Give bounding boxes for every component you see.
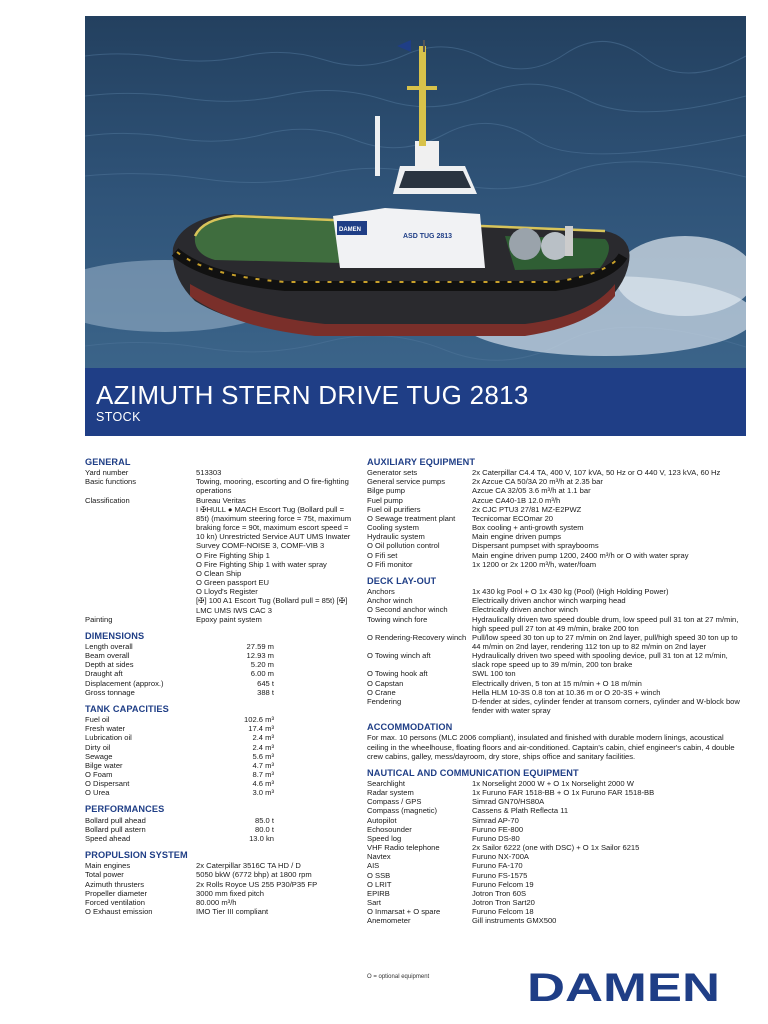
- section-auxiliary-equipment: [367, 458, 747, 569]
- spec-label: Total power: [85, 870, 124, 880]
- spec-rows: [85, 468, 355, 624]
- spec-label: Draught aft: [85, 669, 123, 679]
- spec-label: Main engines: [85, 861, 131, 871]
- spec-row: [85, 477, 355, 495]
- spec-label: EPIRB: [367, 888, 390, 898]
- spec-row: [367, 496, 747, 505]
- spec-row: [85, 587, 355, 596]
- spec-row: [367, 852, 747, 861]
- spec-label: O Dispersant: [85, 779, 130, 789]
- spec-row: [85, 660, 355, 669]
- spec-row: [367, 615, 747, 633]
- spec-value: Hella HLM 10-3S 0.8 ton at 10.36 m or O 20-3S + winch: [472, 687, 661, 697]
- spec-value: Electrically driven, 5 ton at 15 m/min + O 18 m/min: [472, 678, 642, 688]
- spec-value: 13.0 kn: [249, 833, 274, 843]
- spec-rows: [367, 779, 747, 926]
- spec-value: 4.6 m³: [252, 779, 274, 789]
- spec-label: O Urea: [85, 788, 110, 798]
- spec-value: IMO Tier III compliant: [196, 907, 269, 917]
- section-heading: DIMENSIONS: [85, 630, 145, 641]
- spec-label: VHF Radio telephone: [367, 843, 440, 853]
- spec-row: [367, 505, 747, 514]
- title-banner: [85, 368, 746, 436]
- spec-row: [367, 697, 747, 715]
- tug-illustration: [85, 16, 746, 368]
- spec-label: Bollard pull astern: [85, 824, 146, 834]
- spec-row: [85, 752, 355, 761]
- spec-label: Bilge water: [85, 760, 123, 770]
- section-propulsion: [85, 851, 355, 916]
- section-performances: [85, 805, 355, 843]
- spec-row: [85, 733, 355, 742]
- section-accommodation: [367, 723, 747, 761]
- spec-row: [85, 761, 355, 770]
- spec-row: [367, 551, 747, 560]
- spec-label: [85, 505, 196, 551]
- spec-row: [367, 486, 747, 495]
- damen-logo-text: DAMEN: [527, 968, 720, 1004]
- spec-row: [367, 605, 747, 614]
- spec-value: SWL 100 ton: [472, 669, 516, 679]
- spec-rows: [85, 861, 355, 916]
- section-tank-capacities: [85, 705, 355, 798]
- section-general: [85, 458, 355, 624]
- spec-label: Fendering: [367, 696, 402, 706]
- spec-value: Towing, mooring, escorting and O fire-fighting operations: [196, 477, 349, 496]
- spec-value: I ✠HULL ● MACH Escort Tug (Bollard pull = 85t) (maximum steering force = 75t, maximum braking force = 90t, maximum escort speed = 10 kn) Unrestricted Service AUT UMS Inwater Survey COMF-NOISE 3, COMF-VIB 3: [196, 504, 352, 551]
- section-heading: PROPULSION SYSTEM: [85, 850, 188, 861]
- spec-label: Anemometer: [367, 916, 411, 926]
- spec-label: Sewage: [85, 751, 113, 761]
- spec-value: Main engine driven pump 1200, 2400 m³/h or O with water spray: [472, 550, 689, 560]
- spec-value: O Clean Ship: [196, 568, 242, 578]
- spec-label: Azimuth thrusters: [85, 879, 145, 889]
- spec-value: Box cooling + anti-growth system: [472, 523, 584, 533]
- spec-row: [85, 669, 355, 678]
- section-dimensions: [85, 632, 355, 697]
- spec-value: Jotron Tron Sart20: [472, 898, 535, 908]
- spec-row: [85, 779, 355, 788]
- spec-label: [85, 569, 196, 578]
- spec-label: Radar system: [367, 788, 414, 798]
- spec-value: Hydraulically driven two speed double drum, low speed pull 31 ton at 27 m/min, high speed pull 27 ton at 49 m/min, brake 200 ton: [472, 614, 739, 633]
- spec-label: Anchor winch: [367, 596, 413, 606]
- spec-label: O Capstan: [367, 678, 404, 688]
- spec-label: O Second anchor winch: [367, 605, 448, 615]
- spec-rows: [85, 715, 355, 797]
- spec-label: O Towing hook aft: [367, 669, 428, 679]
- spec-row: [367, 587, 747, 596]
- spec-row: [367, 825, 747, 834]
- spec-value: Bureau Veritas: [196, 495, 246, 505]
- spec-row: [85, 880, 355, 889]
- spec-value: Electrically driven anchor winch warping head: [472, 596, 626, 606]
- spec-value: 1x 430 kg Pool + O 1x 430 kg (Pool) (High Holding Power): [472, 587, 669, 597]
- spec-label: Navtex: [367, 852, 391, 862]
- section-heading: GENERAL: [85, 457, 131, 467]
- spec-row: [367, 532, 747, 541]
- spec-row: [85, 907, 355, 916]
- spec-label: Cooling system: [367, 523, 419, 533]
- spec-value: Furuno FS-1575: [472, 870, 528, 880]
- spec-label: O Fifi set: [367, 550, 398, 560]
- spec-value: Simrad GN70/HS80A: [472, 797, 545, 807]
- spec-label: Bollard pull ahead: [85, 815, 146, 825]
- spec-label: [85, 551, 196, 560]
- spec-label: Searchlight: [367, 779, 405, 788]
- spec-value: Furuno Felcom 19: [472, 879, 534, 889]
- spec-label: Hydraulic system: [367, 532, 425, 542]
- spec-label: Yard number: [85, 468, 129, 478]
- spec-value: 1x Furuno FAR 1518-BB + O 1x Furuno FAR 1518-BB: [472, 788, 655, 798]
- spec-row: [85, 724, 355, 733]
- spec-label: O Fifi monitor: [367, 559, 413, 569]
- optional-footnote: O = optional equipment: [367, 974, 430, 980]
- spec-label: Fuel pump: [367, 495, 403, 505]
- spec-row: [367, 779, 747, 788]
- spec-value: 80.000 m³/h: [196, 897, 237, 907]
- spec-label: [85, 596, 196, 614]
- spec-label: Displacement (approx.): [85, 678, 164, 688]
- spec-label: Forced ventilation: [85, 897, 145, 907]
- spec-label: Anchors: [367, 587, 395, 597]
- section-heading: TANK CAPACITIES: [85, 703, 169, 714]
- spec-value: [✠] 100 A1 Escort Tug (Bollard pull = 85t) [✠] LMC UMS IWS CAC 3: [196, 596, 348, 615]
- spec-row: [367, 560, 747, 569]
- spec-row: [367, 797, 747, 806]
- spec-value: Furuno Felcom 18: [472, 907, 534, 917]
- spec-label: Echosounder: [367, 824, 412, 834]
- spec-value: O Fire Fighting Ship 1 with water spray: [196, 559, 327, 569]
- damen-logo: [527, 968, 720, 1004]
- spec-row: [367, 861, 747, 870]
- spec-value: 2.4 m³: [252, 742, 274, 752]
- spec-label: Depth at sides: [85, 660, 134, 670]
- spec-row: [367, 806, 747, 815]
- spec-label: [85, 587, 196, 596]
- spec-label: O LRIT: [367, 879, 392, 889]
- spec-row: [85, 861, 355, 870]
- spec-label: Fuel oil: [85, 715, 110, 725]
- spec-label: [85, 560, 196, 569]
- spec-label: O SSB: [367, 870, 391, 880]
- spec-value: 80.0 t: [255, 824, 274, 834]
- spec-label: O Sewage treatment plant: [367, 513, 456, 523]
- spec-value: Electrically driven anchor winch: [472, 605, 578, 615]
- spec-row: [85, 889, 355, 898]
- spec-row: [367, 871, 747, 880]
- spec-row: [85, 615, 355, 624]
- section-heading: PERFORMANCES: [85, 804, 165, 815]
- section-heading: DECK LAY-OUT: [367, 575, 437, 586]
- spec-row: [367, 898, 747, 907]
- spec-value: 2x Caterpillar 3516C TA HD / D: [196, 861, 301, 871]
- spec-row: [367, 669, 747, 678]
- spec-label: Lubrication oil: [85, 733, 132, 743]
- spec-value: 4.7 m³: [252, 760, 274, 770]
- spec-value: 388 t: [257, 687, 274, 697]
- spec-value: 1x 1200 or 2x 1200 m³/h, water/foam: [472, 559, 597, 569]
- spec-row: [85, 898, 355, 907]
- spec-row: [367, 788, 747, 797]
- spec-value: 513303: [196, 468, 222, 478]
- spec-row: [367, 596, 747, 605]
- spec-value: Simrad AP-70: [472, 815, 519, 825]
- hull-name-text: ASD TUG 2813: [403, 233, 453, 240]
- spec-value: Main engine driven pumps: [472, 532, 562, 542]
- spec-label: Gross tonnage: [85, 687, 135, 697]
- spec-value: 102.6 m³: [244, 715, 274, 725]
- spec-value: Furuno NX-700A: [472, 852, 529, 862]
- spec-value: 12.93 m: [246, 651, 274, 661]
- spec-row: [85, 834, 355, 843]
- spec-value: Furuno FE-800: [472, 824, 524, 834]
- spec-label: Autopilot: [367, 815, 397, 825]
- page-subtitle: STOCK: [96, 410, 141, 424]
- spec-label: O Foam: [85, 770, 113, 779]
- spec-value: O Green passport EU: [196, 578, 270, 588]
- spec-label: O Oil pollution control: [367, 541, 440, 551]
- spec-label: AIS: [367, 861, 380, 871]
- spec-rows: [367, 587, 747, 715]
- spec-row: [367, 816, 747, 825]
- spec-row: [85, 816, 355, 825]
- section-heading: NAUTICAL AND COMMUNICATION EQUIPMENT: [367, 767, 579, 778]
- spec-value: Hydraulically driven two speed with spooling device, pull 31 ton at 12 m/min, slack rope speed up to 39 m/min, 200 ton brake: [472, 651, 728, 670]
- spec-value: Jotron Tron 60S: [472, 888, 527, 898]
- spec-label: Classification: [85, 495, 130, 505]
- spec-value: 5.6 m³: [252, 751, 274, 761]
- spec-label: Beam overall: [85, 651, 130, 661]
- spec-label: Towing winch fore: [367, 614, 428, 624]
- spec-row: [367, 907, 747, 916]
- page-title: AZIMUTH STERN DRIVE TUG 2813: [96, 380, 529, 410]
- spec-label: General service pumps: [367, 477, 446, 487]
- spec-row: [367, 514, 747, 523]
- accommodation-text: For max. 10 persons (MLC 2006 compliant), insulated and finished with durable modern linings, acoustical ceiling in the wheelhouse, floating floors and air-conditioned. Captain's cabin, chief engineer's cabin, 4 double crew cabins, galley, mess/dayroom, dry store, ships office and sanitary facilities.: [367, 733, 735, 761]
- spec-row: [85, 560, 355, 569]
- spec-value: Pull/low speed 30 ton up to 27 m/min on 2nd layer, pull/high speed 30 ton up to 44 m/min on 2nd layer, rendering 112 ton up to 82 m/min on 2nd layer: [472, 632, 738, 651]
- spec-row: [367, 688, 747, 697]
- hero-photo-tug: [85, 16, 746, 368]
- spec-row: [85, 551, 355, 560]
- spec-row: [85, 688, 355, 697]
- spec-row: [367, 633, 747, 651]
- spec-row: [85, 578, 355, 587]
- spec-label: O Exhaust emission: [85, 907, 153, 917]
- spec-label: Painting: [85, 614, 113, 624]
- spec-row: [367, 523, 747, 532]
- spec-label: Compass / GPS: [367, 797, 422, 807]
- spec-label: O Towing winch aft: [367, 651, 431, 661]
- spec-value: 5.20 m: [250, 660, 274, 670]
- spec-row: [85, 715, 355, 724]
- spec-value: 3000 mm fixed pitch: [196, 888, 264, 898]
- spec-label: Speed ahead: [85, 833, 131, 843]
- spec-label: Bilge pump: [367, 486, 405, 496]
- spec-rows: [85, 642, 355, 697]
- spec-row: [367, 541, 747, 550]
- spec-row: [85, 743, 355, 752]
- spec-row: [367, 651, 747, 669]
- spec-value: 2x Caterpillar C4.4 TA, 400 V, 107 kVA, 50 Hz or O 440 V, 123 kVA, 60 Hz: [472, 468, 721, 478]
- spec-value: 6.00 m: [250, 669, 274, 679]
- spec-row: [367, 889, 747, 898]
- spec-label: O Rendering-Recovery winch: [367, 632, 467, 642]
- hull-brand-text: DAMEN: [339, 227, 361, 233]
- spec-label: O Crane: [367, 687, 396, 697]
- section-nautical-communication: [367, 769, 747, 926]
- spec-row: [85, 679, 355, 688]
- spec-label: Compass (magnetic): [367, 806, 438, 816]
- spec-row: [367, 843, 747, 852]
- spec-rows: [367, 468, 747, 569]
- spec-value: 5050 bkW (6772 bhp) at 1800 rpm: [196, 870, 312, 880]
- spec-value: 645 t: [257, 678, 274, 688]
- spec-value: 85.0 t: [255, 815, 274, 825]
- spec-value: 2x Sailor 6222 (one with DSC) + O 1x Sailor 6215: [472, 843, 640, 853]
- spec-value: Azcue CA 32/05 3.6 m³/h at 1.1 bar: [472, 486, 591, 496]
- spec-row: [367, 834, 747, 843]
- spec-row: [85, 770, 355, 779]
- spec-value: 27.59 m: [246, 641, 274, 651]
- spec-value: Cassens & Plath Reflecta 11: [472, 806, 569, 816]
- spec-row: [85, 651, 355, 660]
- spec-row: [85, 870, 355, 879]
- spec-value: D-fender at sides, cylinder fender at transom corners, cylinder and W-block bow fender with water spray: [472, 696, 740, 716]
- spec-value: Azcue CA40-1B 12.0 m³/h: [472, 495, 561, 505]
- spec-label: Sart: [367, 898, 381, 908]
- spec-value: 2.4 m³: [252, 733, 274, 743]
- section-heading: AUXILIARY EQUIPMENT: [367, 457, 476, 467]
- spec-row: [367, 679, 747, 688]
- spec-label: Generator sets: [367, 468, 418, 478]
- spec-value: Tecnicomar ECOmar 20: [472, 513, 554, 523]
- spec-row: [85, 496, 355, 505]
- spec-label: O Inmarsat + O spare: [367, 907, 441, 917]
- spec-value: 1x Norselight 2000 W + O 1x Norselight 2000 W: [472, 779, 634, 788]
- spec-label: Basic functions: [85, 477, 137, 487]
- spec-row: [367, 880, 747, 889]
- spec-value: O Fire Fighting Ship 1: [196, 550, 270, 560]
- spec-value: 2x Azcue CA 50/3A 20 m³/h at 2.35 bar: [472, 477, 603, 487]
- spec-value: 17.4 m³: [248, 724, 274, 734]
- spec-label: Propeller diameter: [85, 888, 148, 898]
- spec-label: Length overall: [85, 641, 133, 651]
- spec-value: 2x CJC PTU3 27/81 MZ-E2PWZ: [472, 504, 582, 514]
- spec-row: [85, 788, 355, 797]
- spec-value: 8.7 m³: [252, 770, 274, 779]
- spec-row: [367, 468, 747, 477]
- spec-value: Furuno FA-170: [472, 861, 523, 871]
- spec-label: Fuel oil purifiers: [367, 504, 421, 514]
- spec-row: [85, 596, 355, 614]
- spec-row: [85, 642, 355, 651]
- spec-value: O Lloyd's Register: [196, 587, 258, 597]
- spec-label: [85, 578, 196, 587]
- spec-value: Furuno DS-80: [472, 833, 520, 843]
- right-column: [367, 458, 747, 934]
- spec-row: [85, 569, 355, 578]
- spec-label: Dirty oil: [85, 742, 111, 752]
- spec-row: [85, 468, 355, 477]
- section-heading: ACCOMMODATION: [367, 722, 453, 733]
- spec-value: 3.0 m³: [252, 788, 274, 798]
- spec-value: 2x Rolls Royce US 255 P30/P35 FP: [196, 879, 318, 889]
- section-deck-layout: [367, 577, 747, 715]
- spec-row: [85, 825, 355, 834]
- spec-value: Dispersant pumpset with spraybooms: [472, 541, 599, 551]
- spec-row: [367, 477, 747, 486]
- spec-label: Speed log: [367, 833, 402, 843]
- left-column: [85, 458, 355, 924]
- spec-row: [85, 505, 355, 551]
- spec-rows: [85, 816, 355, 843]
- spec-row: [367, 916, 747, 925]
- spec-label: Fresh water: [85, 724, 126, 734]
- spec-value: Gill instruments GMX500: [472, 916, 557, 926]
- spec-value: Epoxy paint system: [196, 614, 262, 624]
